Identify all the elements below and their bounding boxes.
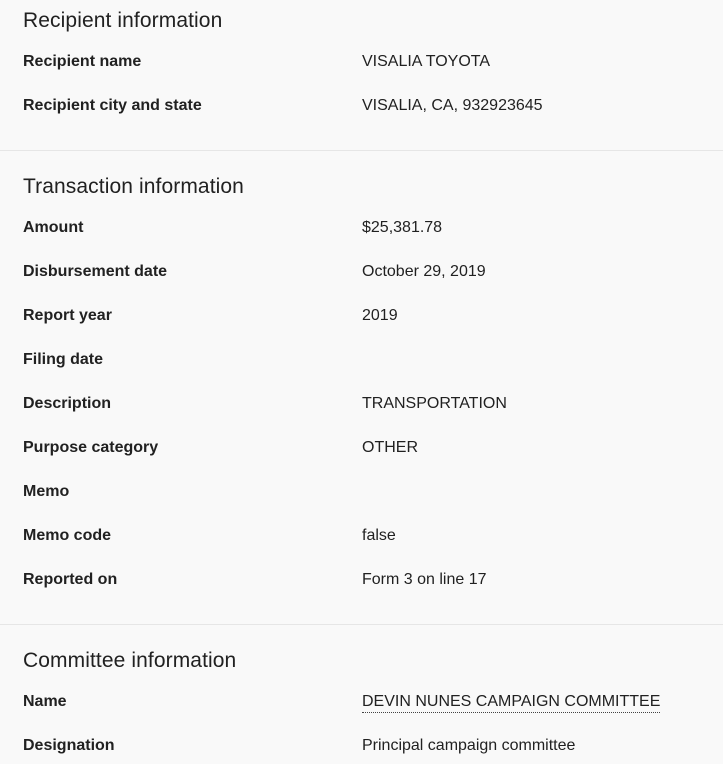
memo-code-label: Memo code <box>23 527 112 544</box>
report-year-value: 2019 <box>362 307 398 324</box>
amount-value: $25,381.78 <box>362 219 443 236</box>
description-value: TRANSPORTATION <box>362 395 507 412</box>
description-label: Description <box>23 395 112 412</box>
report-year-label: Report year <box>23 307 112 324</box>
recipient-city-state-row <box>0 97 723 119</box>
memo-code-value: false <box>362 527 396 544</box>
filing-date-label: Filing date <box>23 351 103 368</box>
section-divider <box>0 150 723 151</box>
memo-code-row <box>0 527 723 549</box>
purpose-category-label: Purpose category <box>23 439 159 456</box>
recipient-city-state-value: VISALIA, CA, 932923645 <box>362 97 543 114</box>
reported-on-label: Reported on <box>23 571 118 588</box>
purpose-category-row <box>0 439 723 461</box>
committee-section-title: Committee information <box>23 649 237 672</box>
committee-name-label: Name <box>23 693 67 710</box>
reported-on-value: Form 3 on line 17 <box>362 571 487 588</box>
purpose-category-value: OTHER <box>362 439 418 456</box>
disbursement-date-row <box>0 263 723 285</box>
amount-label: Amount <box>23 219 84 236</box>
committee-name-link[interactable]: DEVIN NUNES CAMPAIGN COMMITTEE <box>362 693 660 713</box>
amount-row <box>0 219 723 241</box>
report-year-row <box>0 307 723 329</box>
recipient-name-row <box>0 53 723 75</box>
recipient-section-title: Recipient information <box>23 9 223 32</box>
filing-date-row <box>0 351 723 373</box>
memo-label: Memo <box>23 483 70 500</box>
reported-on-row <box>0 571 723 593</box>
recipient-name-label: Recipient name <box>23 53 142 70</box>
committee-designation-value: Principal campaign committee <box>362 737 576 754</box>
memo-row <box>0 483 723 505</box>
description-row <box>0 395 723 417</box>
committee-designation-label: Designation <box>23 737 115 754</box>
disbursement-date-label: Disbursement date <box>23 263 168 280</box>
section-divider <box>0 624 723 625</box>
committee-name-row <box>0 693 723 715</box>
recipient-name-value: VISALIA TOYOTA <box>362 53 491 70</box>
recipient-city-state-label: Recipient city and state <box>23 97 202 114</box>
committee-designation-row <box>0 737 723 759</box>
transaction-section-title: Transaction information <box>23 175 244 198</box>
disbursement-date-value: October 29, 2019 <box>362 263 486 280</box>
